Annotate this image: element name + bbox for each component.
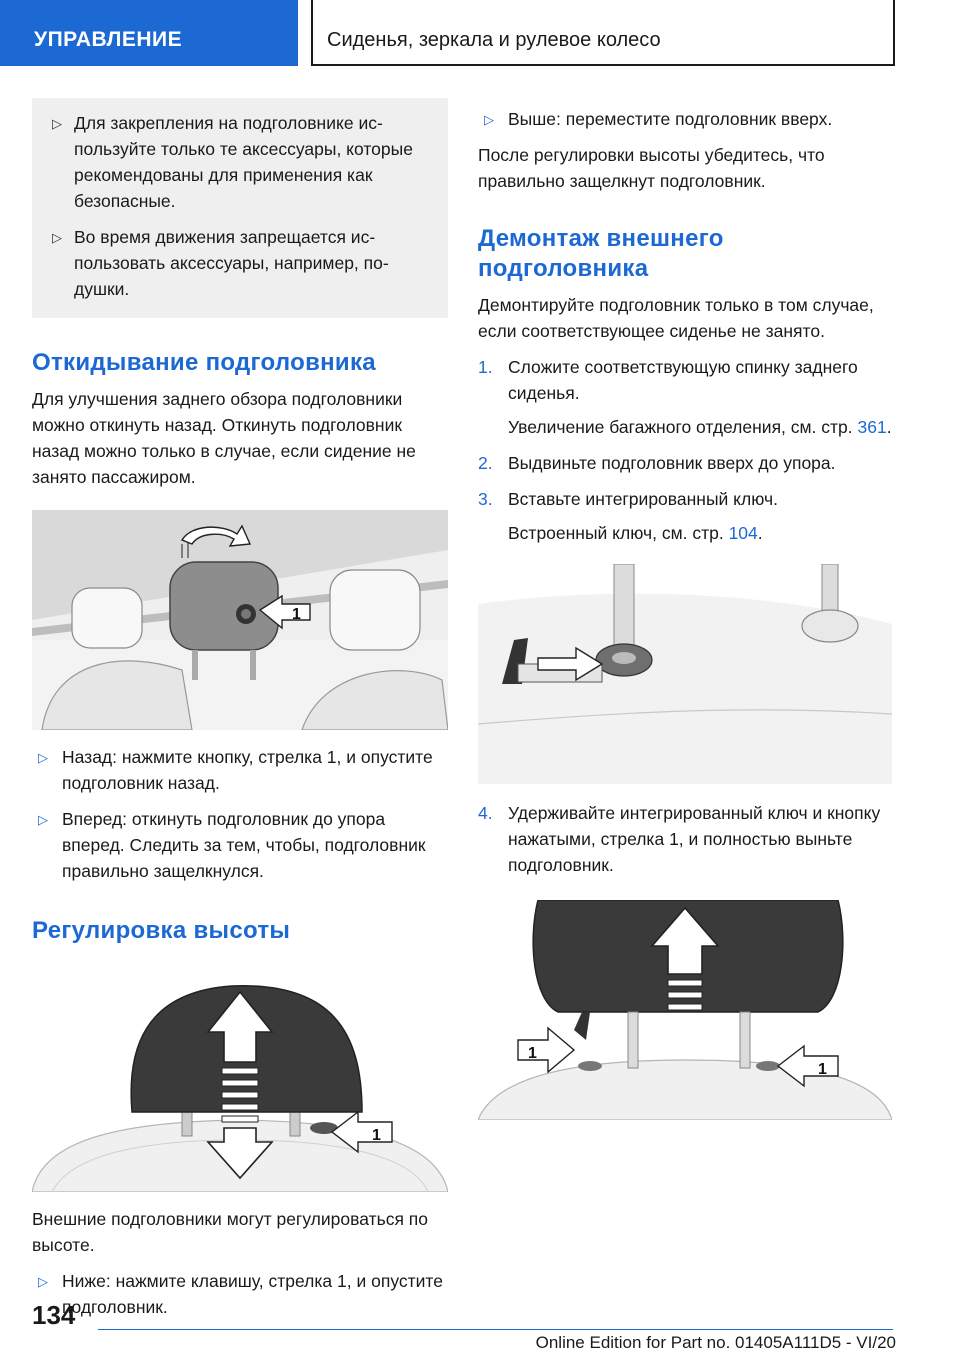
up-bullet-text: Выше: переместите подголовник вверх. [508,109,833,129]
step-item [478,800,892,878]
footer-divider [98,1329,893,1330]
step-text: Сложите соответствующую спинку заднего сиденья. [508,357,858,403]
page-link[interactable]: 104 [728,523,758,543]
heading-tilt: Откидывание подголовника [32,349,376,376]
step-note-end: . [757,523,763,543]
tilt-bullet-text: Вперед: откинуть подголовник до упора вперед. Следить за тем, чтобы, подголовник правильно защелкнулся. [62,809,426,881]
step-note-text: Увеличение багажного отделения, см. стр. [508,417,858,437]
headrest-removal-illustration [478,900,892,1120]
arrow-label-left: 1 [528,1045,537,1062]
paragraph-tilt: Для улучшения заднего обзора подголовники можно откинуть назад. Откинуть подголовник назад можно только в случае, если сидение не занято пассажиром. [32,389,416,487]
page-number: 134 [32,1300,76,1330]
warning-text: Для закрепления на подголовнике используйте только те аксессуары, которые рекомендованы для применения как безопасные. [74,113,413,211]
step-note-text: Встроенный ключ, см. стр. [508,523,729,543]
step-number: 3. [478,489,493,509]
step-note-end: . [886,417,892,437]
step-number: 2. [478,453,493,473]
triangle-bullet-icon: ▷ [52,230,62,245]
warning-text: Во время движения запрещается использовать аксессуары, например, подушки. [74,227,389,299]
step-number: 4. [478,803,493,823]
step-text: Вставьте интегрированный ключ. [508,489,778,509]
tilt-bullet [32,744,448,796]
tilt-bullet [32,806,448,884]
triangle-bullet-icon: ▷ [38,812,48,827]
warning-item [46,224,434,302]
step-text: Выдвиньте подголовник вверх до упора. [508,453,836,473]
chapter-title: Сиденья, зеркала и рулевое колесо [311,0,895,66]
height-adjust-illustration [32,972,448,1192]
arrow-label-right: 1 [818,1061,827,1078]
step-item [478,354,892,406]
edition-note: Online Edition for Part no. 01405A111D5 - VI/20 [535,1333,896,1352]
step-text: Удерживайте интегрированный ключ и кнопку нажатыми, стрелка 1, и полностью выньте подголовник. [508,803,881,875]
triangle-bullet-icon: ▷ [38,750,48,765]
paragraph-after-adjust: После регулировки высоты убедитесь, что правильно защелкнут подголовник. [478,145,825,191]
step-note [478,414,892,440]
warning-item [46,110,434,214]
heading-height: Регулировка высоты [32,917,291,944]
heading-remove: Демонтаж внешнего подголовника [478,225,724,282]
section-tab[interactable]: УПРАВЛЕНИЕ [0,0,298,66]
up-bullet [478,106,892,132]
figure-key-insert [478,564,892,784]
height-bullet-text: Ниже: нажмите клавишу, стрелка 1, и опустите подголовник. [62,1271,443,1317]
paragraph-height: Внешние подголовники могут регулироваться по высоте. [32,1209,429,1255]
key-insert-illustration [478,564,892,784]
arrow-label: 1 [292,606,301,623]
paragraph-remove: Демонтируйте подголовник только в том случае, если соответствующее сиденье не занято. [478,295,874,341]
figure-headrest-tilt [32,510,448,730]
right-column [478,98,892,1120]
triangle-bullet-icon: ▷ [52,116,62,131]
triangle-bullet-icon: ▷ [38,1274,48,1289]
headrest-tilt-illustration [32,510,448,730]
tilt-bullet-text: Назад: нажмите кнопку, стрелка 1, и опустите подголовник назад. [62,747,433,793]
figure-headrest-removal [478,900,892,1120]
step-note [478,520,892,546]
warning-box [32,98,448,318]
height-bullet [32,1268,448,1320]
page-header [0,0,960,66]
page-link[interactable]: 361 [857,417,887,437]
triangle-bullet-icon: ▷ [484,112,494,127]
figure-height-adjust [32,972,448,1192]
left-column [32,98,448,1320]
step-item [478,486,892,512]
step-number: 1. [478,357,493,377]
step-item [478,450,892,476]
arrow-label: 1 [372,1127,381,1144]
